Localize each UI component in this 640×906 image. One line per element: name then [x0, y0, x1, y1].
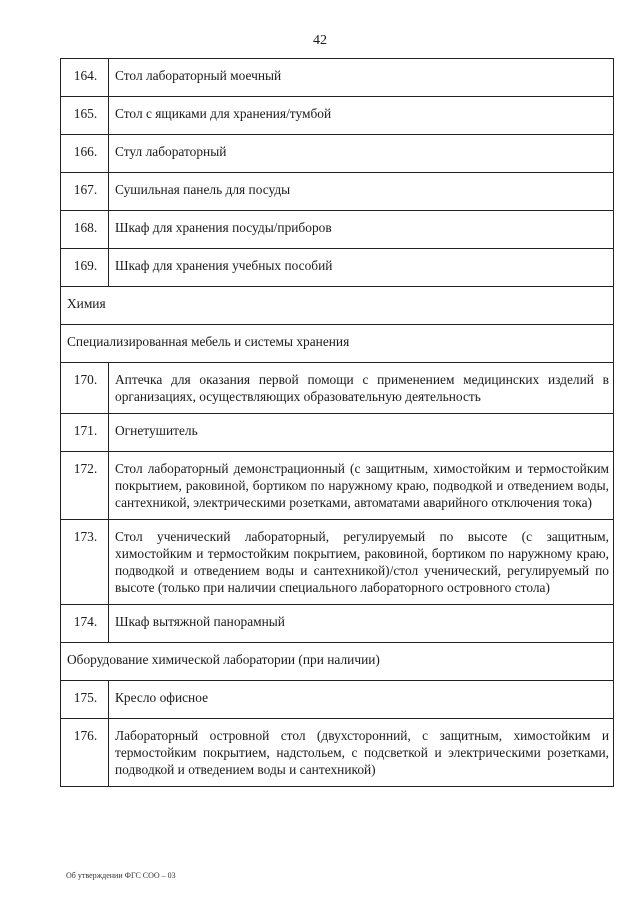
row-item-name: Стол лабораторный демонстрационный (с защитным, химостойким и термостойким покрытием, раковиной, бортиком по наружному краю, подводкой и отведением воды, сантехникой, электрическими розетками, автоматами аварийного отключения тока) — [109, 452, 614, 520]
row-number: 171. — [61, 414, 109, 452]
row-item-name: Стол лабораторный моечный — [109, 59, 614, 97]
equipment-table — [60, 58, 614, 787]
row-number: 169. — [61, 249, 109, 287]
table-row — [61, 135, 614, 173]
table-row — [61, 211, 614, 249]
row-item-name: Сушильная панель для посуды — [109, 173, 614, 211]
row-number: 165. — [61, 97, 109, 135]
table-row — [61, 719, 614, 787]
document-footer: Об утверждении ФГС СОО – 03 — [66, 871, 176, 880]
table-row — [61, 452, 614, 520]
row-item-name: Стол с ящиками для хранения/тумбой — [109, 97, 614, 135]
row-item-name: Шкаф для хранения учебных пособий — [109, 249, 614, 287]
section-row — [61, 643, 614, 681]
row-item-name: Стул лабораторный — [109, 135, 614, 173]
subsection-title-furniture: Специализированная мебель и системы хранения — [61, 325, 614, 363]
table-row — [61, 520, 614, 605]
row-item-name: Кресло офисное — [109, 681, 614, 719]
subsection-title-lab: Оборудование химической лаборатории (при наличии) — [61, 643, 614, 681]
page-number: 42 — [313, 33, 327, 48]
row-number: 170. — [61, 363, 109, 414]
row-item-name: Стол ученический лабораторный, регулируемый по высоте (с защитным, химостойким и термостойким покрытием, раковиной, бортиком по наружному краю, подводкой и отведением воды и сантехникой)/стол ученический, регулируемый по высоте (только при наличии специального лабораторного островного стола) — [109, 520, 614, 605]
table-row — [61, 414, 614, 452]
row-number: 172. — [61, 452, 109, 520]
row-item-name: Шкаф вытяжной панорамный — [109, 605, 614, 643]
row-item-name: Лабораторный островной стол (двухсторонний, с защитным, химостойким и термостойким покрытием, надстольем, с подсветкой и электрическими розетками, подводкой и отведением воды и сантехникой) — [109, 719, 614, 787]
row-number: 164. — [61, 59, 109, 97]
table-row — [61, 681, 614, 719]
table-row — [61, 249, 614, 287]
row-number: 174. — [61, 605, 109, 643]
section-row — [61, 287, 614, 325]
row-number: 176. — [61, 719, 109, 787]
table-row — [61, 59, 614, 97]
table-row — [61, 605, 614, 643]
row-number: 175. — [61, 681, 109, 719]
section-row — [61, 325, 614, 363]
row-item-name: Аптечка для оказания первой помощи с применением медицинских изделий в организациях, осуществляющих образовательную деятельность — [109, 363, 614, 414]
table-row — [61, 173, 614, 211]
row-item-name: Огнетушитель — [109, 414, 614, 452]
row-item-name: Шкаф для хранения посуды/приборов — [109, 211, 614, 249]
table-row — [61, 363, 614, 414]
row-number: 168. — [61, 211, 109, 249]
row-number: 167. — [61, 173, 109, 211]
row-number: 166. — [61, 135, 109, 173]
section-title-chemistry: Химия — [61, 287, 614, 325]
row-number: 173. — [61, 520, 109, 605]
table-row — [61, 97, 614, 135]
